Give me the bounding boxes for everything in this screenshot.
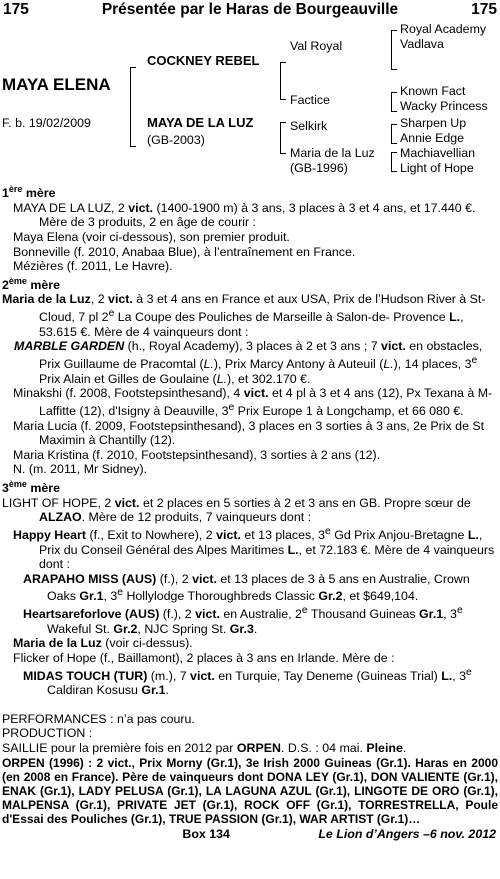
produce-line: Minakshi (f. 2008, Footstepsinthesand), 4 vict. et 4 pl à 3 et 4 ans (12), Px Texana à M-Laffitte (12), d'Isigny à Deauville, 3e Prix Europe 1 à Longchamp, et 66 080 €.: [13, 386, 493, 418]
second-dam-heading: 2ème mère: [2, 275, 60, 292]
g2-dam-sire: Selkirk: [290, 119, 328, 133]
produce-line: ARAPAHO MISS (AUS) (f.), 2 vict. et 13 places de 3 à 5 ans en Australie, Crown Oaks Gr.1, 3e Hollylodge Thoroughbreds Classic Gr.2, et $649,104.: [23, 571, 470, 604]
bracket-g2-top: [280, 62, 286, 100]
first-dam-section: [2, 182, 498, 274]
box-number: Box 134: [182, 826, 230, 841]
g3-3: Known Fact: [400, 84, 466, 98]
sire-name: COCKNEY REBEL: [147, 53, 260, 68]
second-dam-record: Maria de la Luz, 2 vict. à 3 et 4 ans en France et aux USA, Prix de l’Hudson River à St-Cloud, 7 pl 2e La Coupe des Pouliches de Marseille à Salon-de- Provence L., 53.615 €. Mère de 4 vainqueurs dont :: [2, 292, 486, 339]
bracket-g2-bottom: [280, 122, 286, 154]
g3-7: Machiavellian: [400, 146, 476, 160]
produce-line: Mézières (f. 2011, Le Havre).: [13, 259, 173, 274]
g3-6: Annie Edge: [400, 131, 465, 145]
produce-line: Happy Heart (f., Exit to Nowhere), 2 vict. et 13 places, 3e Gd Prix Anjou-Bretagne L., Prix du Conseil Général des Alpes Maritimes L., et 72.183 €. Mère de 4 vainqueurs dont :: [13, 525, 495, 572]
bracket-g3-3: [391, 124, 397, 144]
production: PRODUCTION :: [2, 726, 93, 741]
bracket-g3-1: [391, 30, 397, 70]
g2-dam-dam-year: (GB-1996): [290, 161, 348, 175]
third-dam-section: [2, 477, 498, 698]
g2-sire-dam: Factice: [290, 93, 330, 107]
performance-section: [2, 712, 498, 827]
consignor-title: Présentée par le Haras de Bourgeauville: [101, 1, 399, 18]
pedigree-table: [2, 22, 498, 175]
third-dam-heading: 3ème mère: [2, 478, 60, 496]
first-dam-heading: 1ère mère: [2, 184, 56, 201]
produce-line: Bonneville (f. 2010, Anabaa Blue), à l’entraînement en France.: [13, 244, 356, 259]
third-dam-record: LIGHT OF HOPE, 2 vict. et 2 places en 5 sorties à 2 et 3 ans en GB. Propre sœur de ALZAO. Mère de 12 produits, 7 vainqueurs dont :: [2, 495, 471, 525]
sale-venue-date: Le Lion d’Angers –6 nov. 2012: [318, 826, 496, 841]
page-footer: [2, 827, 498, 842]
produce-line: Maria Lucia (f. 2009, Footstepsinthesand), 3 places en 3 sorties à 3 ans, 2e Prix de St Maximin à Chantilly (12).: [13, 418, 485, 448]
page-header: [2, 0, 498, 22]
produce-line: Maria Kristina (f. 2010, Footstepsinthesand), 3 sorties à 2 ans (12).: [13, 447, 381, 462]
horse-name: MAYA ELENA: [2, 75, 111, 94]
g3-2: Vadlava: [400, 37, 444, 51]
covering-info: SAILLIE pour la première fois en 2012 par ORPEN. D.S. : 04 mai. Pleine.: [2, 741, 407, 756]
produce-line: MARBLE GARDEN (h., Royal Academy), 3 places à 2 et 3 ans ; 7 vict. en obstacles, Prix Guillaume de Pracomtal (L.), Prix Marcy Antony à Auteuil (L.), 14 places, 3e Prix Alain et Gilles de Goulaine (L.), et 302.170 €.: [14, 339, 483, 386]
bracket-g3-4: [391, 152, 397, 172]
first-dam-record: MAYA DE LA LUZ, 2 vict. (1400-1900 m) à 3 ans, 3 places à 3 et 4 ans, et 17.440 €. Mère de 3 produits, 2 en âge de courir :: [13, 200, 476, 230]
second-dam-section: [2, 274, 498, 477]
g2-dam-dam: Maria de la Luz: [290, 146, 375, 160]
produce-line: Heartsareforlove (AUS) (f.), 2 vict. en Australie, 2e Thousand Guineas Gr.1, 3e Wakeful St. Gr.2, NJC Spring St. Gr.3.: [23, 605, 463, 636]
bracket-g1: [130, 67, 136, 147]
stallion-note: ORPEN (1996) : 2 vict., Prix Morny (Gr.1), 3e Irish 2000 Guineas (Gr.1). Haras en 2000 (en 2008 en France). Père de vainqueurs dont DONA LEY (Gr.1), DON VALIENTE (Gr.1), ENAK (Gr.1), LADY PELUSA (Gr.1), LA LAGUNA AZUL (Gr.1), LINGOTE DE ORO (Gr.1), MALPENSA (Gr.1), PRIVATE JET (Gr.1), ROCK OFF (Gr.1), TORRESTRELLA, Poule d'Essai des Pouliches (Gr.1), TRUE PASSION (Gr.1), WAR ARTIST (Gr.1)…: [2, 755, 498, 827]
horse-info: F. b. 19/02/2009: [2, 116, 91, 130]
dam-name: MAYA DE LA LUZ: [147, 115, 254, 130]
produce-line: MIDAS TOUCH (TUR) (m.), 7 vict. en Turquie, Tay Deneme (Guineas Trial) L., 3e Caldiran Kosusu Gr.1.: [23, 666, 472, 698]
produce-line: Flicker of Hope (f., Baillamont), 2 places à 3 ans en Irlande. Mère de :: [13, 650, 395, 665]
g3-8: Light of Hope: [400, 161, 474, 175]
g3-1: Royal Academy: [400, 22, 487, 36]
dam-year: (GB-2003): [147, 133, 205, 147]
g3-5: Sharpen Up: [400, 116, 467, 130]
produce-line: N. (m. 2011, Mr Sidney).: [13, 462, 148, 477]
produce-line: Maria de la Luz (voir ci-dessus).: [13, 636, 193, 651]
bracket-g3-2: [391, 92, 397, 112]
g3-4: Wacky Princess: [400, 99, 488, 113]
lot-number-left: 175: [3, 1, 29, 18]
produce-line: Maya Elena (voir ci-dessous), son premier produit.: [13, 229, 290, 244]
performances: PERFORMANCES : n’a pas couru.: [2, 711, 195, 726]
lot-number-right: 175: [471, 1, 497, 18]
g2-sire-sire: Val Royal: [290, 39, 343, 53]
